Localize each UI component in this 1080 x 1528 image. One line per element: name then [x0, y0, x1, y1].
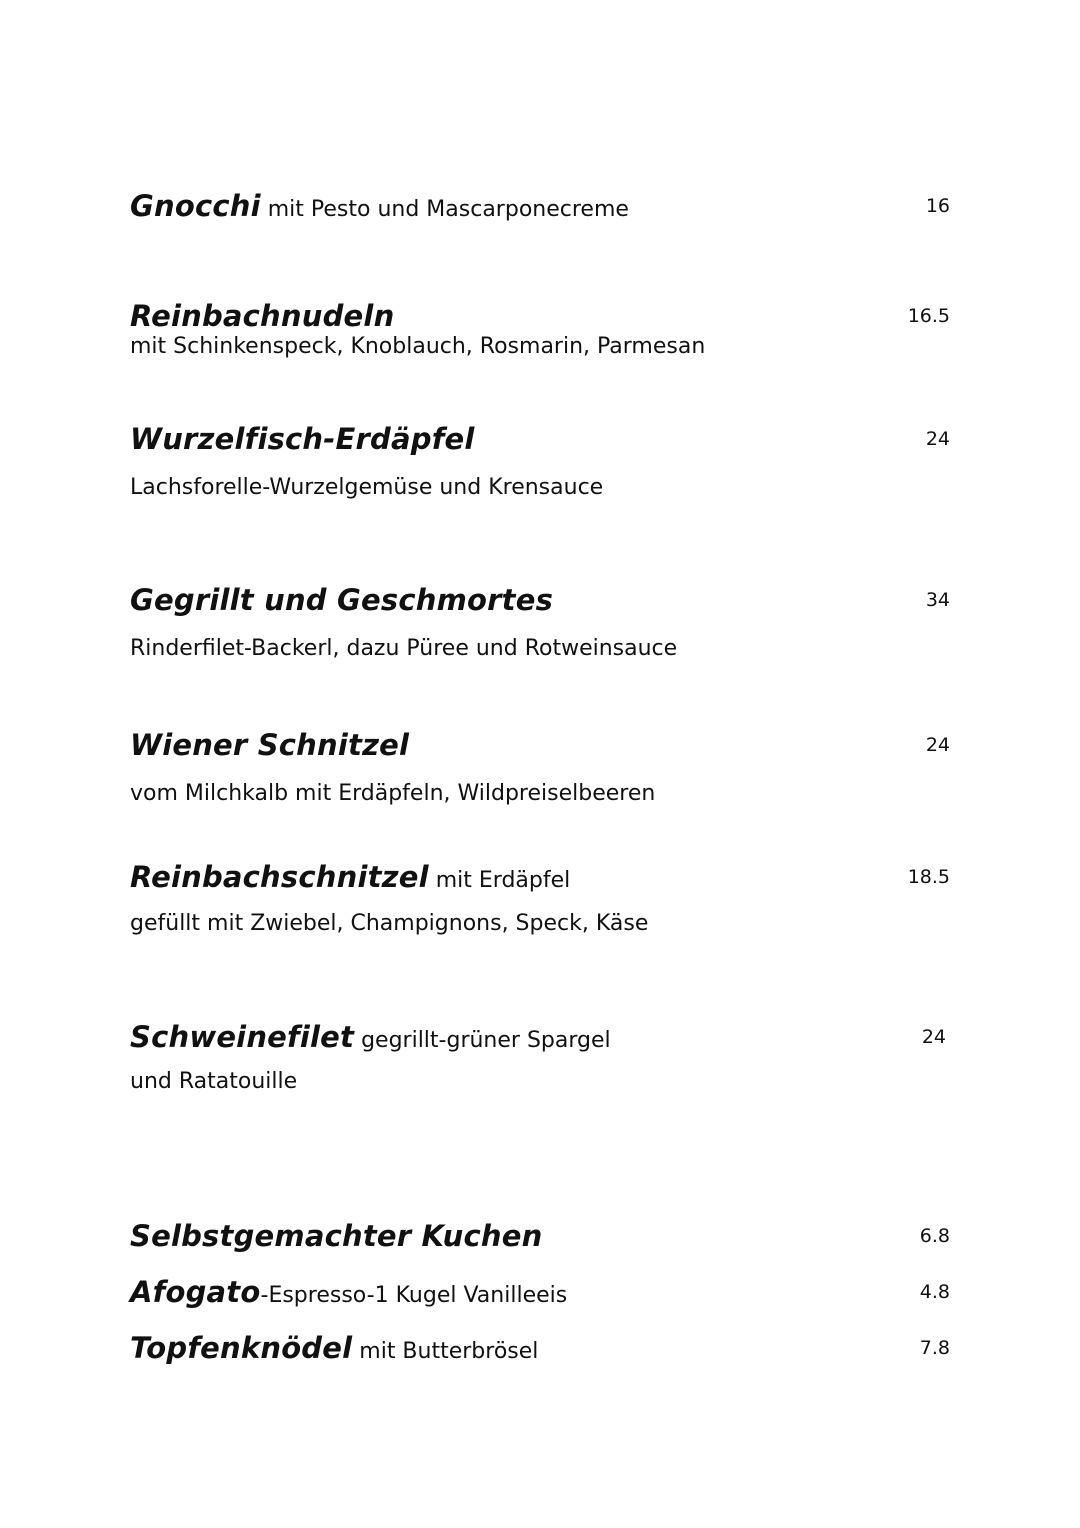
dish-inline-description: -Espresso-1 Kugel Vanilleeis — [260, 1283, 568, 1308]
dish-price: 24 — [921, 1026, 946, 1048]
menu-item-wurzelfisch — [130, 419, 950, 500]
menu-item-wiener-schnitzel — [130, 725, 950, 806]
dish-name: Topfenknödel — [130, 1331, 353, 1365]
menu-item-kuchen — [130, 1216, 950, 1256]
dish-description: und Ratatouille — [130, 1069, 298, 1094]
menu-item-topfenknoedel — [130, 1328, 950, 1368]
dish-price: 24 — [925, 734, 950, 756]
menu-item-reinbachschnitzel — [130, 857, 950, 936]
dish-name: Reinbachschnitzel — [130, 860, 429, 894]
dish-price: 16.5 — [907, 305, 950, 327]
menu-item-afogato — [130, 1272, 950, 1312]
menu-item-schweinefilet — [130, 1017, 950, 1094]
dish-name: Gnocchi — [130, 189, 261, 223]
dish-inline-description: gegrillt-grüner Spargel — [354, 1028, 611, 1053]
dish-name: Wiener Schnitzel — [130, 728, 410, 762]
dish-price: 34 — [925, 589, 950, 611]
dish-name: Selbstgemachter Kuchen — [130, 1219, 543, 1253]
dish-name: Reinbachnudeln — [130, 299, 395, 333]
dish-price: 24 — [925, 428, 950, 450]
dish-description: mit Schinkenspeck, Knoblauch, Rosmarin, Parmesan — [130, 334, 706, 359]
dish-description: gefüllt mit Zwiebel, Champignons, Speck, Käse — [130, 911, 649, 936]
dish-price: 6.8 — [919, 1225, 950, 1247]
dish-price: 16 — [925, 195, 950, 217]
dish-name: Wurzelfisch-Erdäpfel — [130, 422, 475, 456]
dish-price: 4.8 — [919, 1281, 950, 1303]
menu-item-gnocchi — [130, 186, 950, 226]
dish-name: Schweinefilet — [130, 1020, 355, 1054]
menu-item-gegrillt — [130, 580, 950, 661]
dish-inline-description: mit Pesto und Mascarponecreme — [260, 197, 629, 222]
menu-item-reinbachnudeln — [130, 296, 950, 359]
dish-name: Afogato — [130, 1275, 261, 1309]
dish-price: 7.8 — [919, 1337, 950, 1359]
dish-inline-description: mit Erdäpfel — [428, 868, 571, 893]
dish-inline-description: mit Butterbrösel — [352, 1339, 539, 1364]
dish-name: Gegrillt und Geschmortes — [130, 583, 554, 617]
dish-description: Lachsforelle-Wurzelgemüse und Krensauce — [130, 475, 604, 500]
dish-price: 18.5 — [907, 866, 950, 888]
dish-description: Rinderfilet-Backerl, dazu Püree und Rotweinsauce — [130, 636, 678, 661]
dish-description: vom Milchkalb mit Erdäpfeln, Wildpreiselbeeren — [130, 781, 656, 806]
